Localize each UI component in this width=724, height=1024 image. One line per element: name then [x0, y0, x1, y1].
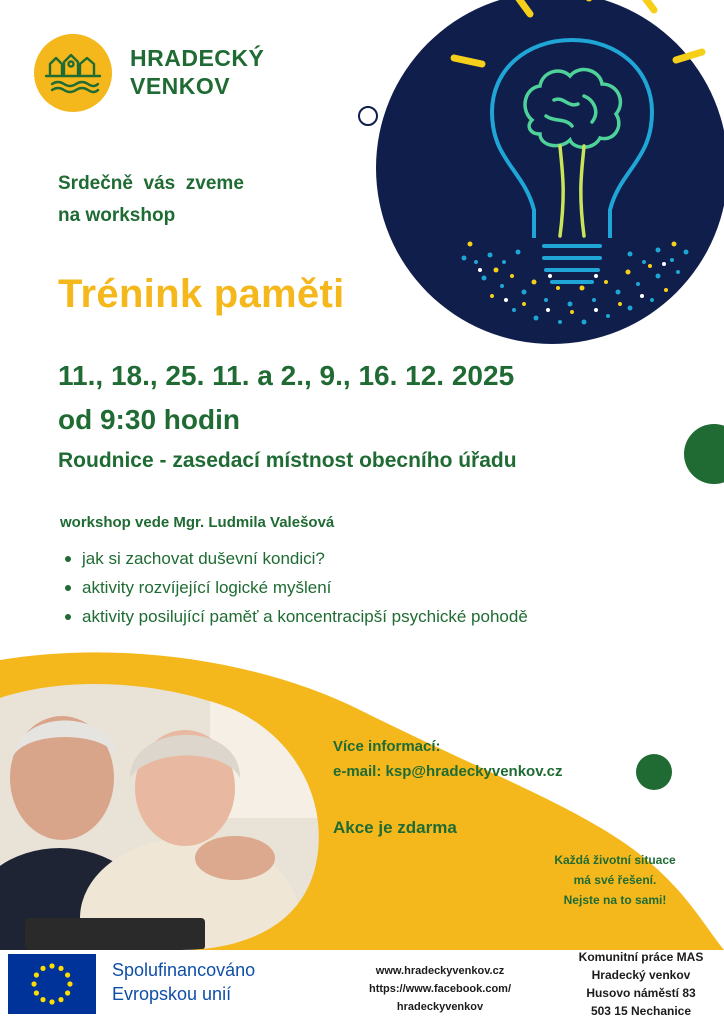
- address-line4: 503 15 Nechanice: [590, 1004, 692, 1018]
- event-place: Roudnice - zasedací místnost obecního úřadu: [58, 449, 517, 472]
- logo: [34, 34, 112, 112]
- lightbulb-brain-icon: [374, 0, 724, 345]
- brand-name-line1: HRADECKÝ: [130, 45, 265, 71]
- motto: [520, 850, 710, 910]
- brand-name: [130, 44, 264, 100]
- address-line1: Komunitní práce MAS: [578, 950, 704, 964]
- facebook-link[interactable]: https://www.facebook.com/: [369, 983, 511, 995]
- event-title: Trénink paměti: [58, 272, 345, 316]
- seniors-photo: [0, 668, 320, 950]
- decorative-ring: [358, 106, 378, 126]
- eu-flag-icon: [8, 954, 96, 1014]
- workshop-lead: workshop vede Mgr. Ludmila Valešová: [60, 514, 335, 531]
- eu-line1: Spolufinancováno: [112, 960, 256, 980]
- motto-line3: Nejste na to sami!: [563, 893, 667, 907]
- contact-info: [333, 734, 562, 784]
- free-admission: Akce je zdarma: [333, 818, 457, 837]
- decorative-dot: [684, 424, 724, 484]
- motto-line2: má své řešení.: [573, 873, 657, 887]
- motto-line1: Každá životní situace: [554, 853, 676, 867]
- eu-stars-icon: [8, 954, 96, 1014]
- address: [558, 948, 724, 1020]
- list-item: jak si zachovat duševní kondici?: [60, 544, 528, 573]
- address-line2: Hradecký venkov: [591, 968, 691, 982]
- event-time: od 9:30 hodin: [58, 404, 240, 435]
- facebook-link-cont[interactable]: hradeckyvenkov: [396, 1001, 484, 1013]
- invitation-line2: na workshop: [58, 205, 176, 226]
- village-logo-icon: [34, 34, 112, 112]
- lightbulb-illustration: [374, 0, 724, 345]
- invitation-line1: Srdečně vás zveme: [58, 173, 244, 194]
- address-line3: Husovo náměstí 83: [586, 986, 696, 1000]
- web-links: [350, 962, 530, 1016]
- brand-name-line2: VENKOV: [130, 73, 231, 99]
- website-link[interactable]: www.hradeckyvenkov.cz: [375, 965, 505, 977]
- list-item: aktivity rozvíjející logické myšlení: [60, 573, 528, 602]
- decorative-dot: [636, 754, 672, 790]
- list-item: aktivity posilující paměť a koncentracipší psychické pohodě: [60, 602, 528, 631]
- email-link[interactable]: e-mail: ksp@hradeckyvenkov.cz: [333, 763, 563, 780]
- eu-cofunding: [112, 958, 255, 1006]
- topic-list: [60, 544, 528, 631]
- event-dates: 11., 18., 25. 11. a 2., 9., 16. 12. 2025: [58, 360, 515, 391]
- more-info-label: Více informací:: [333, 738, 441, 755]
- eu-line2: Evropskou unií: [112, 984, 232, 1004]
- invitation: [58, 168, 244, 232]
